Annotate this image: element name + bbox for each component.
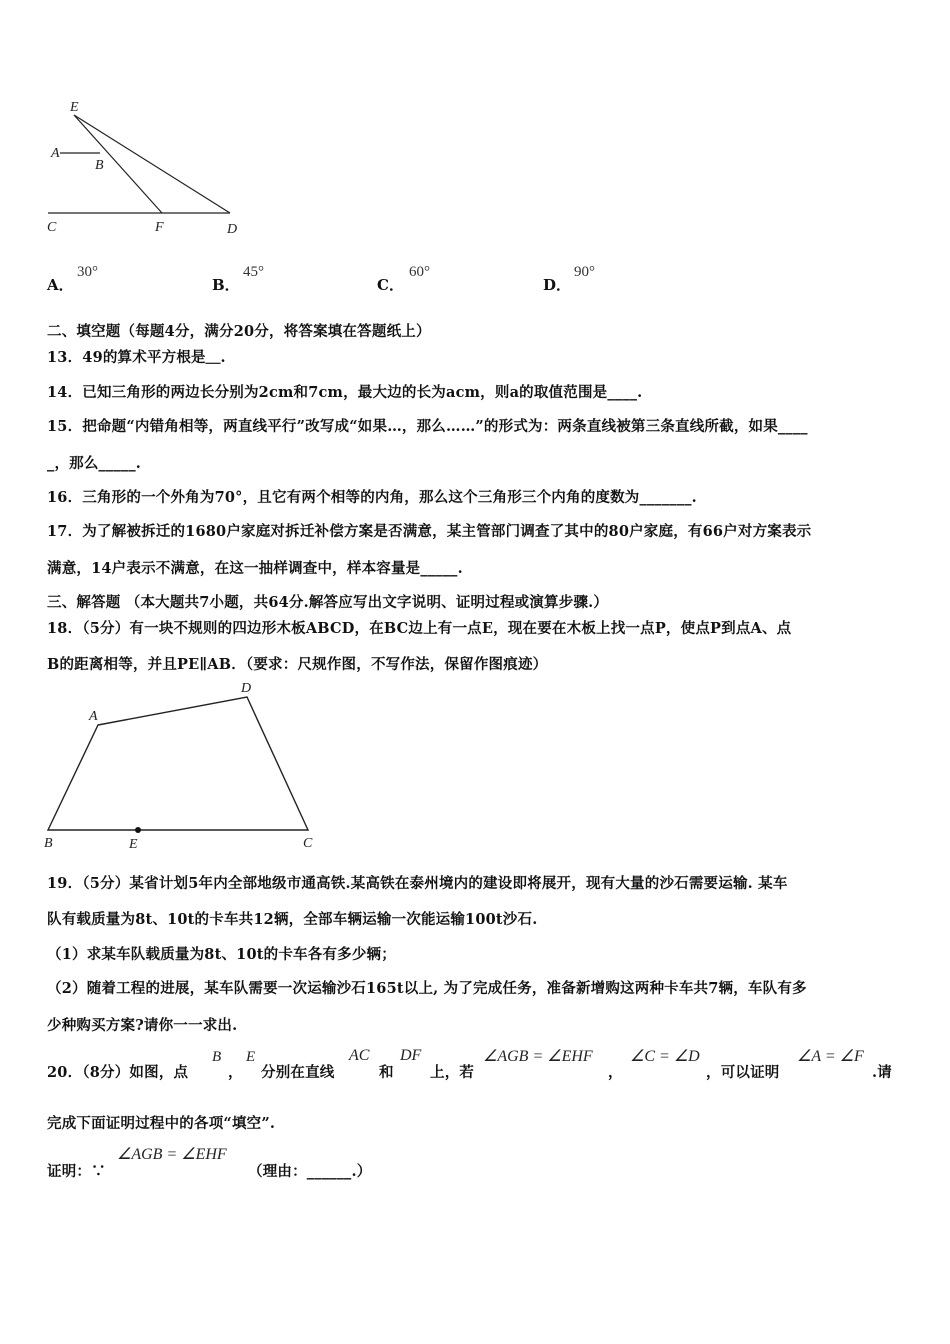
condition-angle-agb-ehf: ∠AGB = ∠EHF: [483, 1048, 593, 1065]
option-d-letter: D．: [543, 276, 572, 294]
question-20-and: 和: [379, 1064, 394, 1081]
point-b-symbol: B: [212, 1049, 222, 1065]
question-20-comma-1: ，: [228, 1064, 243, 1081]
question-18-line-2: B的距离相等，并且PE∥AB．（要求：尺规作图，不写作法，保留作图痕迹）: [47, 656, 548, 673]
question-17-line-1: 17．为了解被拆迁的1680户家庭对拆迁补偿方案是否满意，某主管部门调查了其中的80户家庭，有66户对方案表示: [47, 523, 812, 540]
label-a: A: [89, 709, 98, 724]
question-20-mid-3: ，可以证明: [706, 1064, 780, 1081]
option-b-value: 45°: [243, 264, 264, 280]
label-f: F: [155, 220, 164, 235]
label-b: B: [44, 836, 53, 851]
question-20-mid-2: 上，若: [430, 1064, 475, 1081]
question-19-part-2-line-2: 少种购买方案?请你一一求出.: [47, 1017, 238, 1034]
question-20-comma-2: ，: [608, 1064, 623, 1081]
section-2-heading: 二、填空题（每题4分，满分20分，将答案填在答题纸上）: [47, 323, 431, 340]
question-19-line-2: 队有载质量为8t、10t的卡车共12辆，全部车辆运输一次能运输100t沙石.: [47, 911, 538, 928]
option-a-value: 30°: [77, 264, 98, 280]
label-c: C: [303, 836, 313, 851]
question-19-part-2-line-1: （2）随着工程的进展，某车队需要一次运输沙石165t以上, 为了完成任务，准备新增购这两种卡车共7辆，车队有多: [47, 980, 807, 997]
question-14: 14．已知三角形的两边长分别为2cm和7cm，最大边的长为acm，则a的取值范围是____.: [47, 384, 643, 401]
line-ef: [74, 115, 162, 213]
label-b: B: [95, 158, 104, 173]
label-d: D: [227, 222, 238, 237]
label-a: A: [51, 146, 60, 161]
label-e: E: [70, 100, 79, 115]
point-e-symbol: E: [246, 1049, 256, 1065]
line-df-symbol: DF: [400, 1047, 422, 1064]
option-a-letter: A．: [47, 276, 74, 294]
point-e: [135, 827, 141, 833]
proof-reason: （理由：______.）: [248, 1163, 372, 1180]
label-d: D: [241, 681, 252, 696]
question-16: 16．三角形的一个外角为70°，且它有两个相等的内角，那么这个三角形三个内角的度数为_______.: [47, 489, 697, 506]
question-20-suffix: .请: [872, 1064, 892, 1081]
question-19-part-1: （1）求某车队载质量为8t、10t的卡车各有多少辆；: [47, 946, 396, 963]
question-19-line-1: 19．（5分）某省计划5年内全部地级市通高铁.某高铁在泰州境内的建设即将展开，现有大量的沙石需要运输. 某车: [47, 875, 788, 892]
question-20-prefix: 20．（8分）如图，点: [47, 1064, 189, 1081]
proof-expression: ∠AGB = ∠EHF: [117, 1146, 227, 1163]
figure-1-diagram: [40, 95, 260, 245]
line-ac-symbol: AC: [349, 1047, 370, 1064]
figure-2-quadrilateral: [40, 680, 330, 855]
question-20-mid-1: 分别在直线: [261, 1064, 335, 1081]
option-c-letter: C．: [377, 276, 404, 294]
question-15-line-2: _，那么_____.: [47, 455, 142, 472]
option-b-letter: B．: [212, 276, 240, 294]
label-e: E: [129, 837, 138, 852]
option-d-value: 90°: [574, 264, 595, 280]
question-20-line-2: 完成下面证明过程中的各项“填空”.: [47, 1115, 276, 1132]
question-17-line-2: 满意，14户表示不满意，在这一抽样调查中，样本容量是_____.: [47, 560, 463, 577]
label-c: C: [47, 220, 57, 235]
condition-angle-c-d: ∠C = ∠D: [630, 1048, 700, 1065]
question-15-line-1: 15．把命题“内错角相等，两直线平行”改写成“如果…，那么……”的形式为：两条直线被第三条直线所截，如果____: [47, 418, 808, 435]
proof-prefix: 证明：∵: [47, 1163, 106, 1180]
question-18-line-1: 18．（5分）有一块不规则的四边形木板ABCD，在BC边上有一点E，现在要在木板上找一点P，使点P到点A、点: [47, 620, 792, 637]
quadrilateral-abcd: [48, 697, 308, 830]
conclusion-angle-a-f: ∠A = ∠F: [797, 1048, 864, 1065]
question-13: 13．49的算术平方根是＿.: [47, 349, 226, 366]
section-3-heading: 三、解答题 （本大题共7小题，共64分.解答应写出文字说明、证明过程或演算步骤.）: [47, 594, 609, 611]
option-c-value: 60°: [409, 264, 430, 280]
